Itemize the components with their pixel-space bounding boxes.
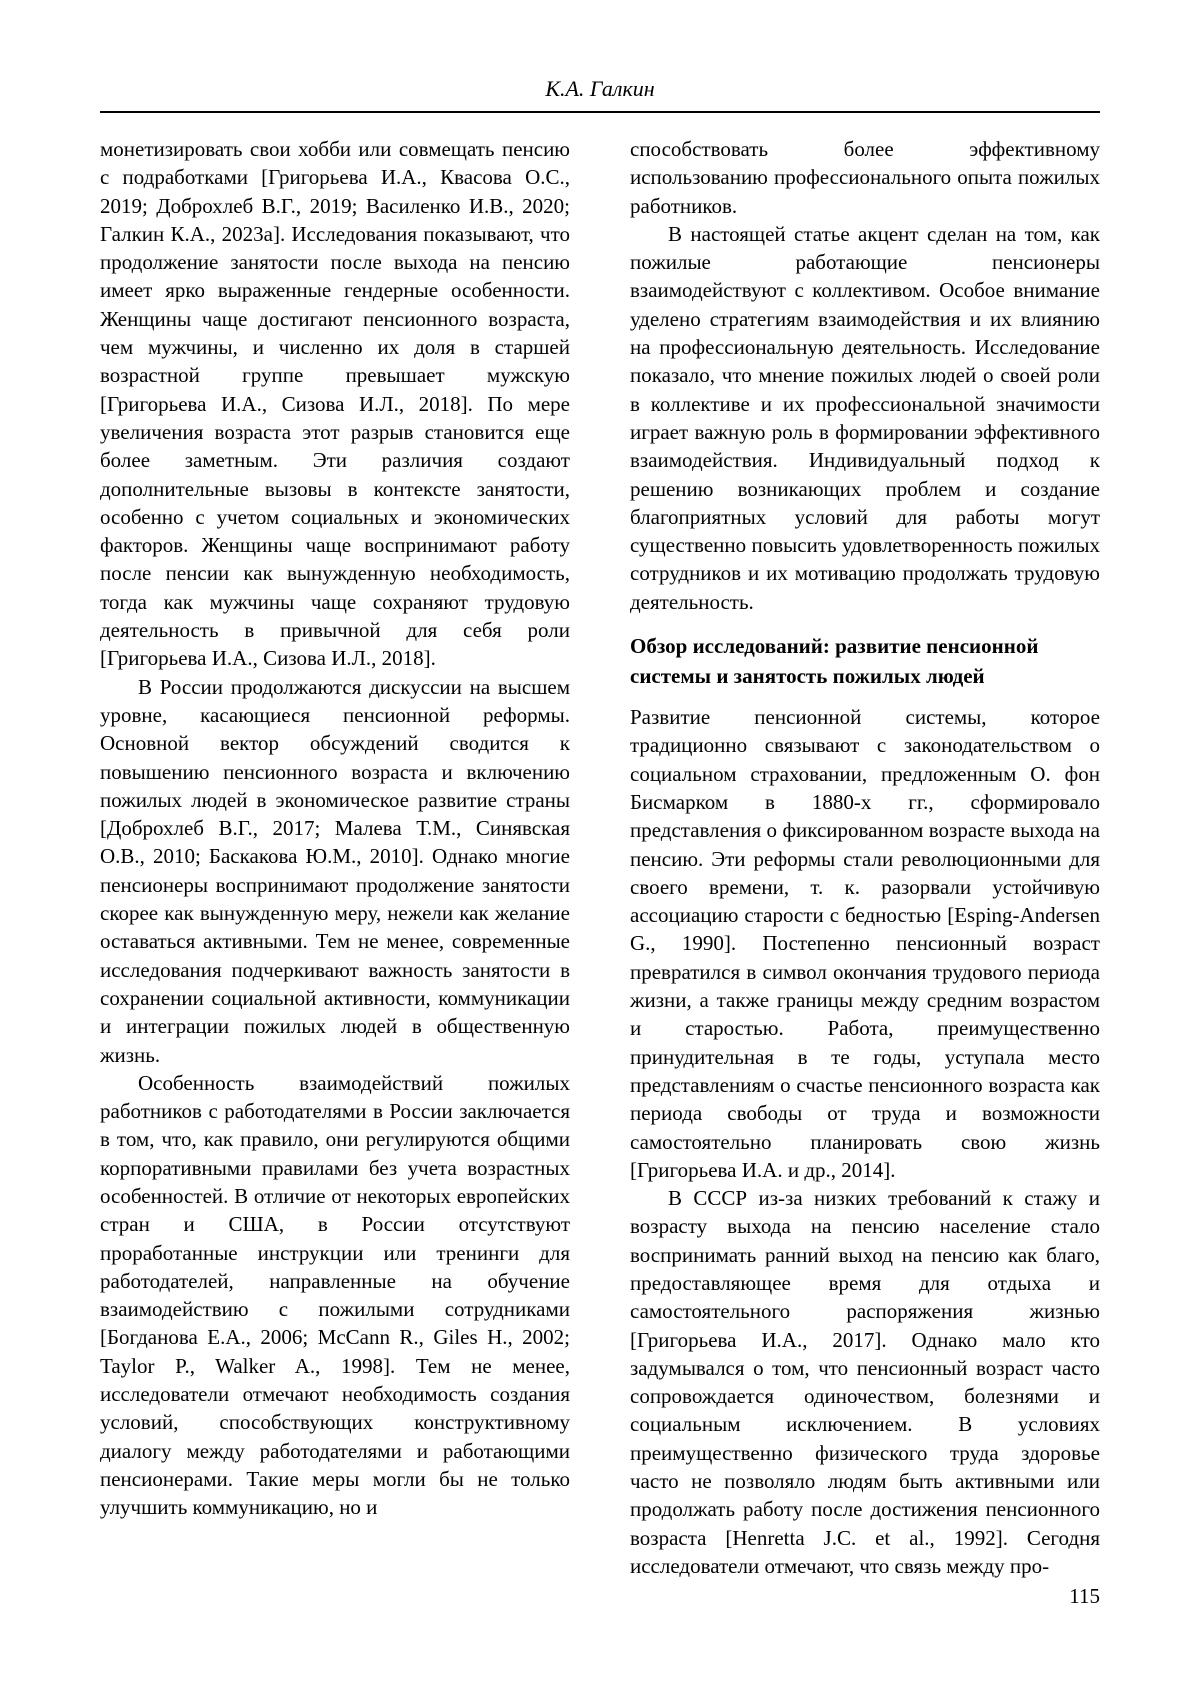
paragraph: способствовать более эффективному использованию профессионального опыта пожилых работников. — [630, 137, 1100, 218]
paragraph: Развитие пенсионной системы, которое традиционно связывают с законодательством о социальном страховании, предложенным О. фон Бисмарком в 1880-х гг., сформировало представления о фиксированном возрасте выхода на пенсию. Эти реформы стали революционными для своего времени, т. к. разорвали устойчивую ассоциацию старости с бедностью [Esping-Andersen G., 1990]. Постепенно пенсионный возраст превратился в символ окончания трудового периода жизни, а также границы между средним возрастом и старостью. Работа, преимущественно принудительная в те годы, уступала место представлениям о счастье пенсионного возраста как периода свободы от труда и возможности самостоятельно планировать свою жизнь [Григорьева И.А. и др., 2014]. — [630, 705, 1100, 1182]
article-page — [100, 0, 1100, 1580]
paragraph: Особенность взаимодействий пожилых работников с работодателями в России заключается в том, что, как правило, они регулируются общими корпоративными правилами без учета возрастных особенностей. В отличие от некоторых европейских стран и США, в России отсутствуют проработанные инструкции или тренинги для работодателей, направленные на обучение взаимодействию с пожилыми сотрудниками [Богданова Е.А., 2006; McCann R., Giles H., 2002; Taylor P., Walker A., 1998]. Тем не менее, исследователи отмечают необходимость создания условий, способствующих конструктивному диалогу между работодателями и работающими пенсионерами. Такие меры могли бы не только улучшить коммуникацию, но и — [100, 1070, 570, 1520]
paragraph: В СССР из-за низких требований к стажу и возрасту выхода на пенсию население стало воспринимать ранний выход на пенсию как благо, предоставляющее время для отдыха и самостоятельного распоряжения жизнью [Григорьева И.А., 2017]. Однако мало кто задумывался о том, что пенсионный возраст часто сопровождается одиночеством, болезнями и социальным исключением. В условиях преимущественно физического труда здоровье часто не позволяло людям быть активными или продолжать работу после достижения пенсионного возраста [Henretta J.C. et al., 1992]. Сегодня исследователи отмечают, что связь между про- — [630, 1186, 1100, 1578]
two-column-text-block — [100, 135, 1100, 1580]
paragraph: В настоящей статье акцент сделан на том, как пожилые работающие пенсионеры взаимодействуют с коллективом. Особое внимание уделено стратегиям взаимодействия и их влиянию на профессиональную деятельность. Исследование показало, что мнение пожилых людей о своей роли в коллективе и их профессиональной значимости играет важную роль в формировании эффективного взаимодействия. Индивидуальный подход к решению возникающих проблем и создание благоприятных условий для работы могут существенно повысить удовлетворенность пожилых сотрудников и их мотивацию продолжать трудовую деятельность. — [630, 221, 1100, 614]
header-rule — [100, 111, 1100, 113]
section-heading: Обзор исследований: развитие пенсионной системы и занятость пожилых людей — [630, 634, 1039, 689]
running-head-author: К.А. Галкин — [545, 76, 655, 101]
page-number: 115 — [1069, 1584, 1100, 1608]
left-column — [100, 135, 570, 1580]
right-column — [630, 135, 1100, 1580]
paragraph: монетизировать свои хобби или совмещать пенсию с подработками [Григорьева И.А., Квасова О.С., 2019; Доброхлеб В.Г., 2019; Василенко И.В., 2020; Галкин К.А., 2023а]. Исследования показывают, что продолжение занятости после выхода на пенсию имеет ярко выраженные гендерные особенности. Женщины чаще достигают пенсионного возраста, чем мужчины, и численно их доля в старшей возрастной группе превышает мужскую [Григорьева И.А., Сизова И.Л., 2018]. По мере увеличения возраста этот разрыв становится еще более заметным. Эти различия создают дополнительные вызовы в контексте занятости, особенно с учетом социальных и экономических факторов. Женщины чаще воспринимают работу после пенсии как вынужденную необходимость, тогда как мужчины чаще сохраняют трудовую деятельность в привычной для себя роли [Григорьева И.А., Сизова И.Л., 2018]. — [100, 137, 570, 671]
paragraph: В России продолжаются дискуссии на высшем уровне, касающиеся пенсионной реформы. Основной вектор обсуждений сводится к повышению пенсионного возраста и включению пожилых людей в экономическое развитие страны [Доброхлеб В.Г., 2017; Малева Т.М., Синявская О.В., 2010; Баскакова Ю.М., 2010]. Однако многие пенсионеры воспринимают продолжение занятости скорее как вынужденную меру, нежели как желание оставаться активными. Тем не менее, современные исследования подчеркивают важность занятости в сохранении социальной активности, коммуникации и интеграции пожилых людей в общественную жизнь. — [100, 674, 570, 1067]
